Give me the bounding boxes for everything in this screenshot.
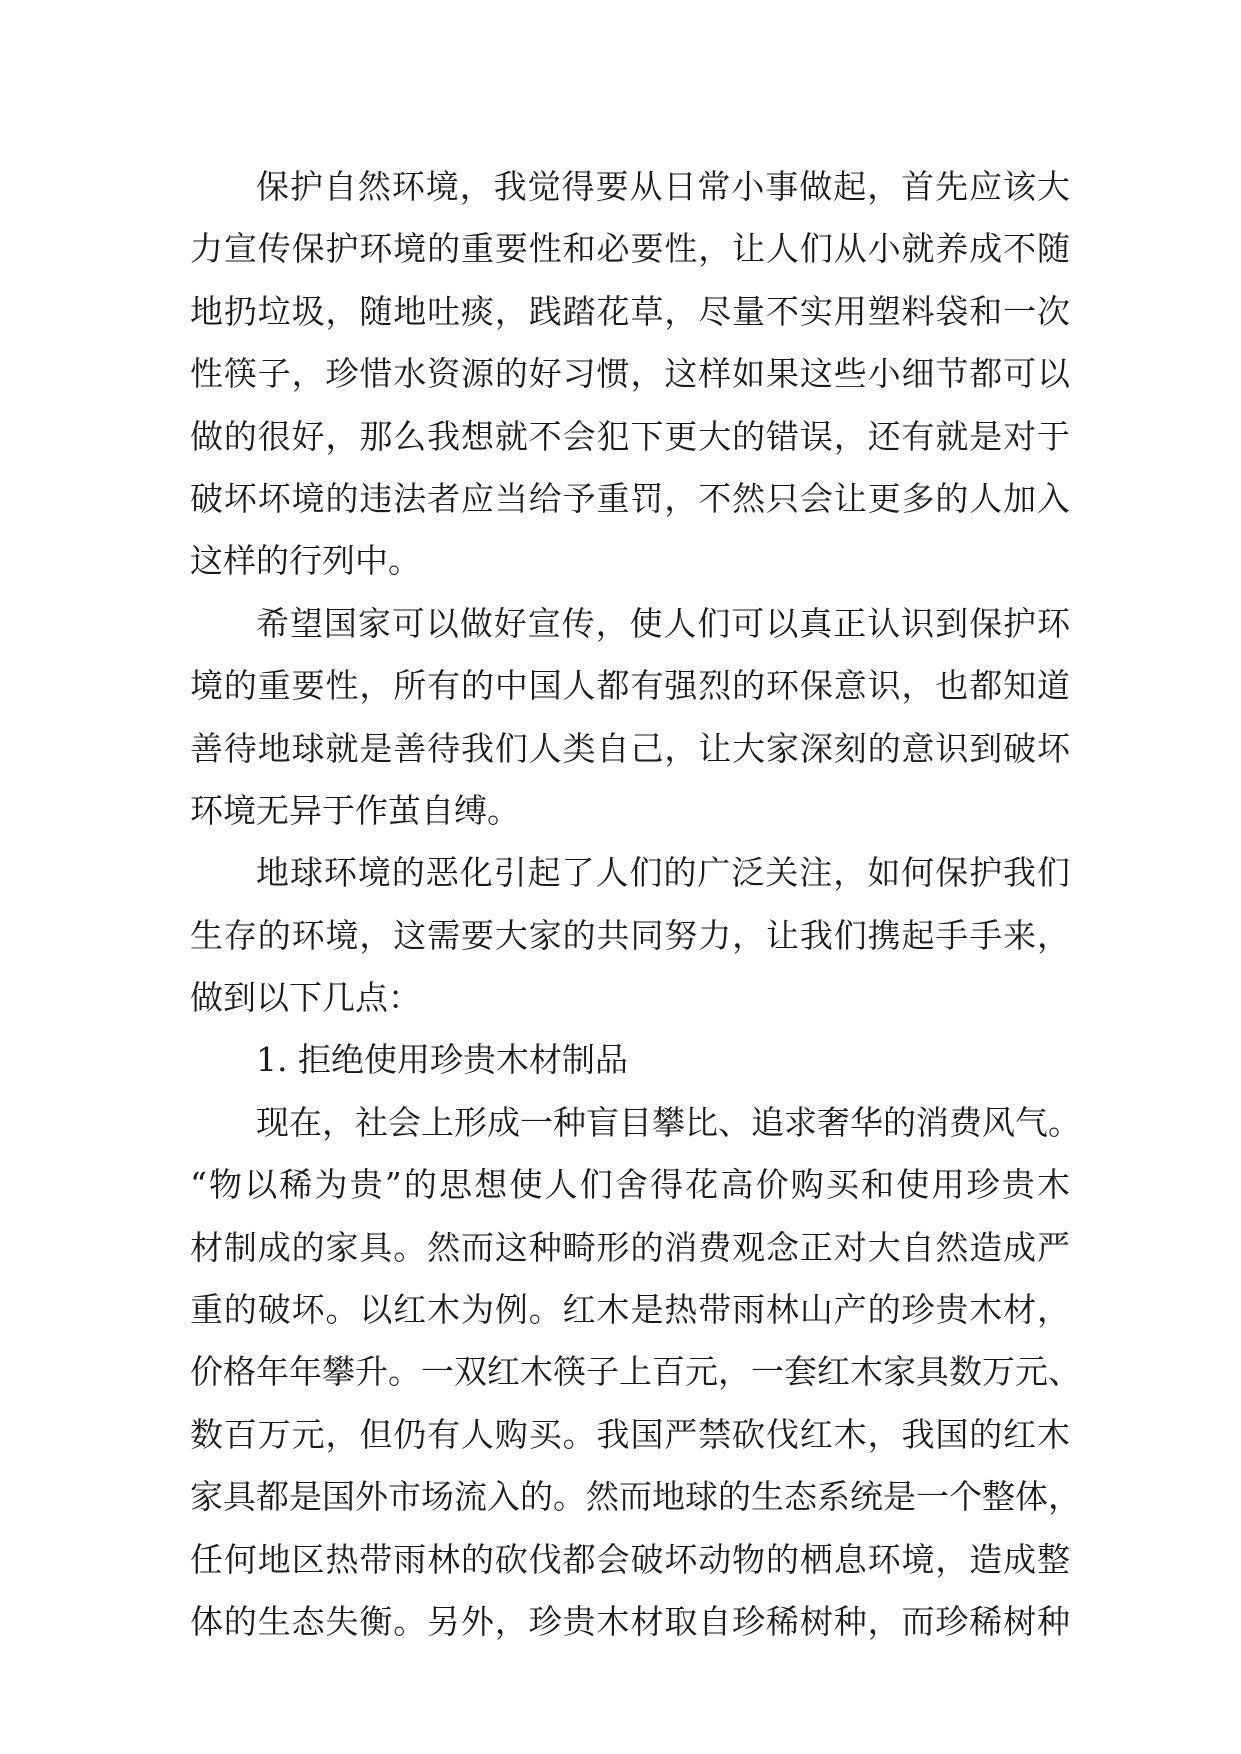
text-line: 价格年年攀升。一双红木筷子上百元，一套红木家具数万元、 <box>190 1352 1081 1392</box>
text-line: 境的重要性，所有的中国人都有强烈的环保意识，也都知道 <box>190 666 1070 706</box>
text-line: 重的破坏。以红木为例。红木是热带雨林山产的珍贵木材， <box>190 1290 1070 1330</box>
text-line: 地球环境的恶化引起了人们的广泛关注，如何保护我们 <box>256 853 1070 893</box>
text-line: 做的很好，那么我想就不会犯下更大的错误，还有就是对于 <box>190 416 1070 456</box>
text-line: 1. 拒绝使用珍贵木材制品 <box>256 1040 628 1080</box>
text-line: 做到以下几点： <box>190 978 421 1018</box>
paragraph-3 <box>190 842 1070 1029</box>
text-line: 希望国家可以做好宣传，使人们可以真正认识到保护环 <box>256 603 1070 643</box>
text-line: 数百万元，但仍有人购买。我国严禁砍伐红木，我国的红木 <box>190 1414 1070 1454</box>
text-line: 保护自然环境，我觉得要从日常小事做起，首先应该大 <box>256 167 1070 206</box>
paragraph-2 <box>190 593 1070 843</box>
text-line: 地扔垃圾，随地吐痰，践踏花草，尽量不实用塑料袋和一次 <box>190 291 1070 331</box>
paragraph-1 <box>190 156 1070 593</box>
paragraph-5 <box>190 1092 1081 1654</box>
text-line: 破坏坏境的违法者应当给予重罚，不然只会让更多的人加入 <box>190 478 1070 518</box>
text-line: 现在，社会上形成一种盲目攀比、追求奢华的消费风气。 <box>256 1102 1081 1142</box>
text-line: 性筷子，珍惜水资源的好习惯，这样如果这些小细节都可以 <box>190 354 1070 394</box>
text-line: 生存的环境，这需要大家的共同努力，让我们携起手手来， <box>190 915 1070 955</box>
document-body <box>190 156 1081 1653</box>
text-line: 任何地区热带雨林的砍伐都会破坏动物的栖息环境，造成整 <box>190 1539 1070 1579</box>
text-line: 体的生态失衡。另外，珍贵木材取自珍稀树种，而珍稀树种 <box>190 1601 1070 1641</box>
text-line: 善待地球就是善待我们人类自己，让大家深刻的意识到破坏 <box>190 728 1070 768</box>
text-line: “物以稀为贵”的思想使人们舍得花高价购买和使用珍贵木 <box>190 1165 1070 1205</box>
text-line: 家具都是国外市场流入的。然而地球的生态系统是一个整体， <box>190 1477 1081 1517</box>
text-line: 环境无异于作茧自缚。 <box>190 790 520 830</box>
list-heading-1 <box>190 1029 1070 1091</box>
text-line: 力宣传保护环境的重要性和必要性，让人们从小就养成不随 <box>190 229 1070 269</box>
text-line: 这样的行列中。 <box>190 541 421 581</box>
text-line: 材制成的家具。然而这种畸形的消费观念正对大自然造成严 <box>190 1227 1070 1267</box>
